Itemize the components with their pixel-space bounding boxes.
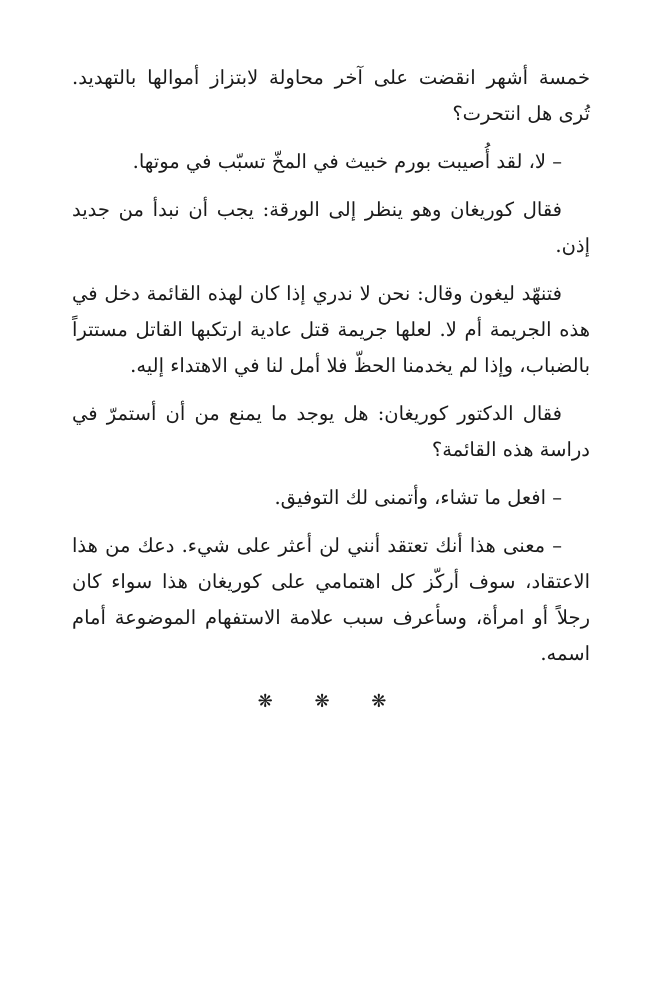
paragraph-2: – لا، لقد أُصيبت بورم خبيث في المخّ تسبّب في موتها.: [132, 150, 562, 173]
paragraph-7: – معنى هذا أنك تعتقد أنني لن أعثر على شيء. دعك من هذا الاعتقاد، سوف أركّز كل اهتمامي على كوريغان هذا سواء كان رجلاً أو امرأة، وسأعرف سبب علامة الاستفهام الموضوعة أمام اسمه.: [72, 534, 590, 665]
paragraph-5: فقال الدكتور كوريغان: هل يوجد ما يمنع من أن أستمرّ في دراسة هذه القائمة؟: [72, 402, 590, 461]
paragraph-4: فتنهّد ليغون وقال: نحن لا ندري إذا كان لهذه القائمة دخل في هذه الجريمة أم لا. لعلها جريمة قتل عادية ارتكبها القاتل مستتراً بالضباب، وإذا لم يخدمنا الحظّ فلا أمل لنا في الاهتداء إليه.: [72, 282, 590, 377]
section-separator: ❋ ❋ ❋: [257, 691, 405, 712]
paragraph-1: خمسة أشهر انقضت على آخر محاولة لابتزاز أموالها بالتهديد. تُرى هل انتحرت؟: [72, 66, 590, 125]
paragraph-6: – افعل ما تشاء، وأتمنى لك التوفيق.: [274, 486, 562, 509]
page-body: [72, 60, 590, 720]
paragraph-3: فقال كوريغان وهو ينظر إلى الورقة: يجب أن نبدأ من جديد إذن.: [72, 198, 590, 257]
